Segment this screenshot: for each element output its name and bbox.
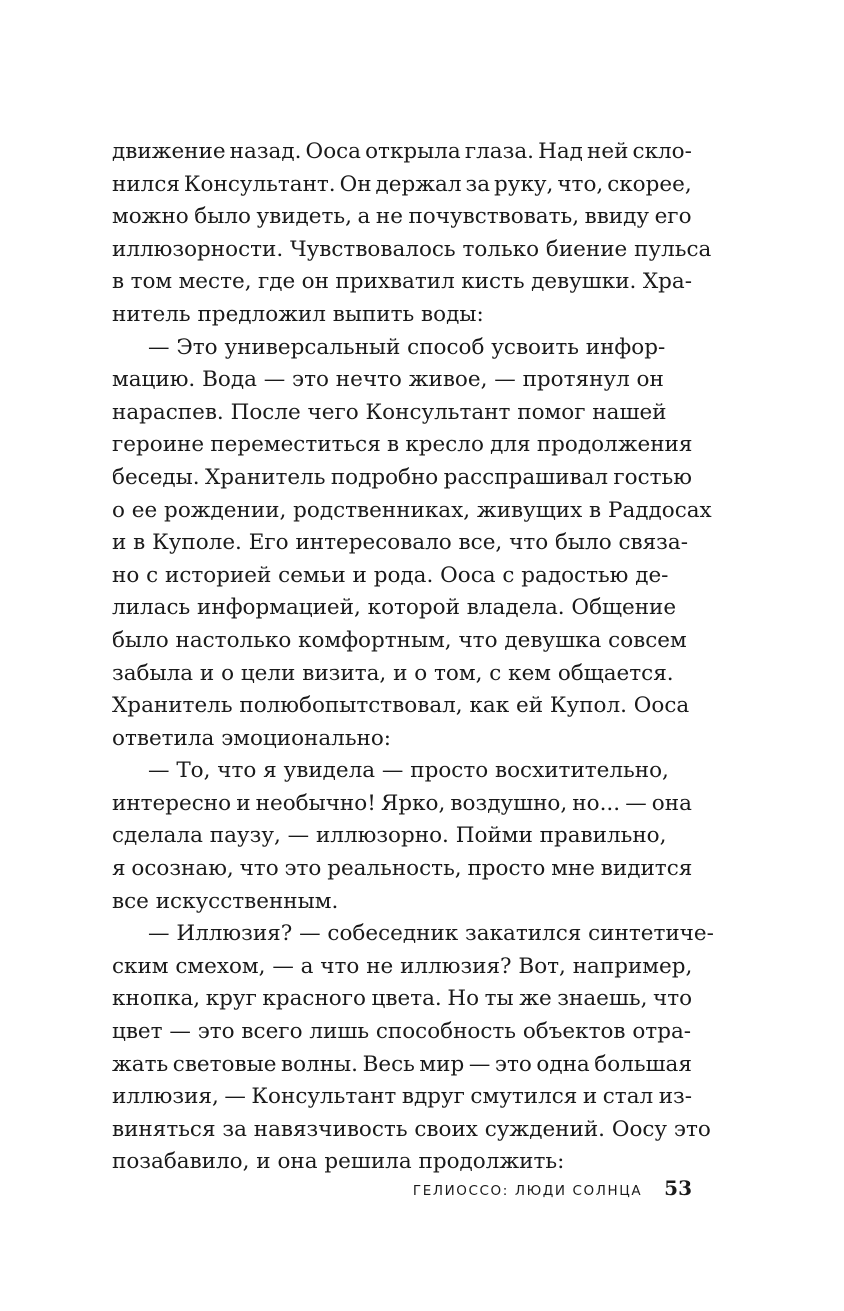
text-line: позабавило, и она решила продолжить: <box>112 1149 565 1175</box>
text-line: Хранитель полюбопытствовал, как ей Купол. Ооса <box>112 693 690 719</box>
text-line: виняться за навязчивость своих суждений. Оосу это <box>112 1116 711 1142</box>
text-line: нараспев. После чего Консультант помог нашей <box>112 399 667 425</box>
text-line: нитель предложил выпить воды: <box>112 301 484 327</box>
text-line: и в Куполе. Его интересовало все, что было связа- <box>112 530 688 556</box>
text-line: жать световые волны. Весь мир — это одна большая <box>112 1051 692 1077</box>
text-line: было настолько комфортным, что девушка совсем <box>112 627 687 653</box>
paragraph-start-line: — Это универсальный способ усвоить инфор- <box>148 334 666 360</box>
paragraph-start-line: — То, что я увидела — просто восхитительно, <box>148 758 669 784</box>
text-line: можно было увидеть, а не почувствовать, ввиду его <box>112 204 692 230</box>
text-line: цвет — это всего лишь способность объектов отра- <box>112 1019 692 1045</box>
text-line: все искусственным. <box>112 888 339 914</box>
text-line: нился Консультант. Он держал за руку, что, скорее, <box>112 171 692 197</box>
text-line: ответила эмоционально: <box>112 725 392 751</box>
text-line: кнопка, круг красного цвета. Но ты же знаешь, что <box>112 986 693 1012</box>
paragraph-start-line: — Иллюзия? — собеседник закатился синтетиче- <box>148 921 714 947</box>
text-line: сделала паузу, — иллюзорно. Пойми правильно, <box>112 823 667 849</box>
text-line: но с историей семьи и рода. Ооса с радостью де- <box>112 562 669 588</box>
page-footer <box>360 1176 692 1208</box>
text-line: беседы. Хранитель подробно расспрашивал гостью <box>112 464 692 490</box>
body-text <box>112 136 714 1179</box>
text-line: движение назад. Ооса открыла глаза. Над ней скло- <box>112 139 692 164</box>
running-title: ГЕЛИОССО: ЛЮДИ СОЛНЦА <box>412 1183 643 1199</box>
text-line: ским смехом, — а что не иллюзия? Вот, например, <box>112 953 693 979</box>
text-line: лилась информацией, которой владела. Общение <box>112 595 677 621</box>
text-line: иллюзия, — Консультант вдруг смутился и стал из- <box>112 1084 693 1110</box>
text-line: о ее рождении, родственниках, живущих в Раддосах <box>112 497 712 523</box>
text-line: я осознаю, что это реальность, просто мне видится <box>112 856 693 882</box>
text-line: забыла и о цели визита, и о том, с кем общается. <box>112 660 674 686</box>
text-line: героине переместиться в кресло для продолжения <box>112 432 693 458</box>
text-line: в том месте, где он прихватил кисть девушки. Хра- <box>112 269 692 295</box>
text-line: интересно и необычно! Ярко, воздушно, но... — она <box>112 790 692 816</box>
page-number: 53 <box>664 1176 692 1200</box>
text-line: иллюзорности. Чувствовалось только биение пульса <box>112 236 712 262</box>
text-line: мацию. Вода — это нечто живое, — протянул он <box>112 367 664 393</box>
